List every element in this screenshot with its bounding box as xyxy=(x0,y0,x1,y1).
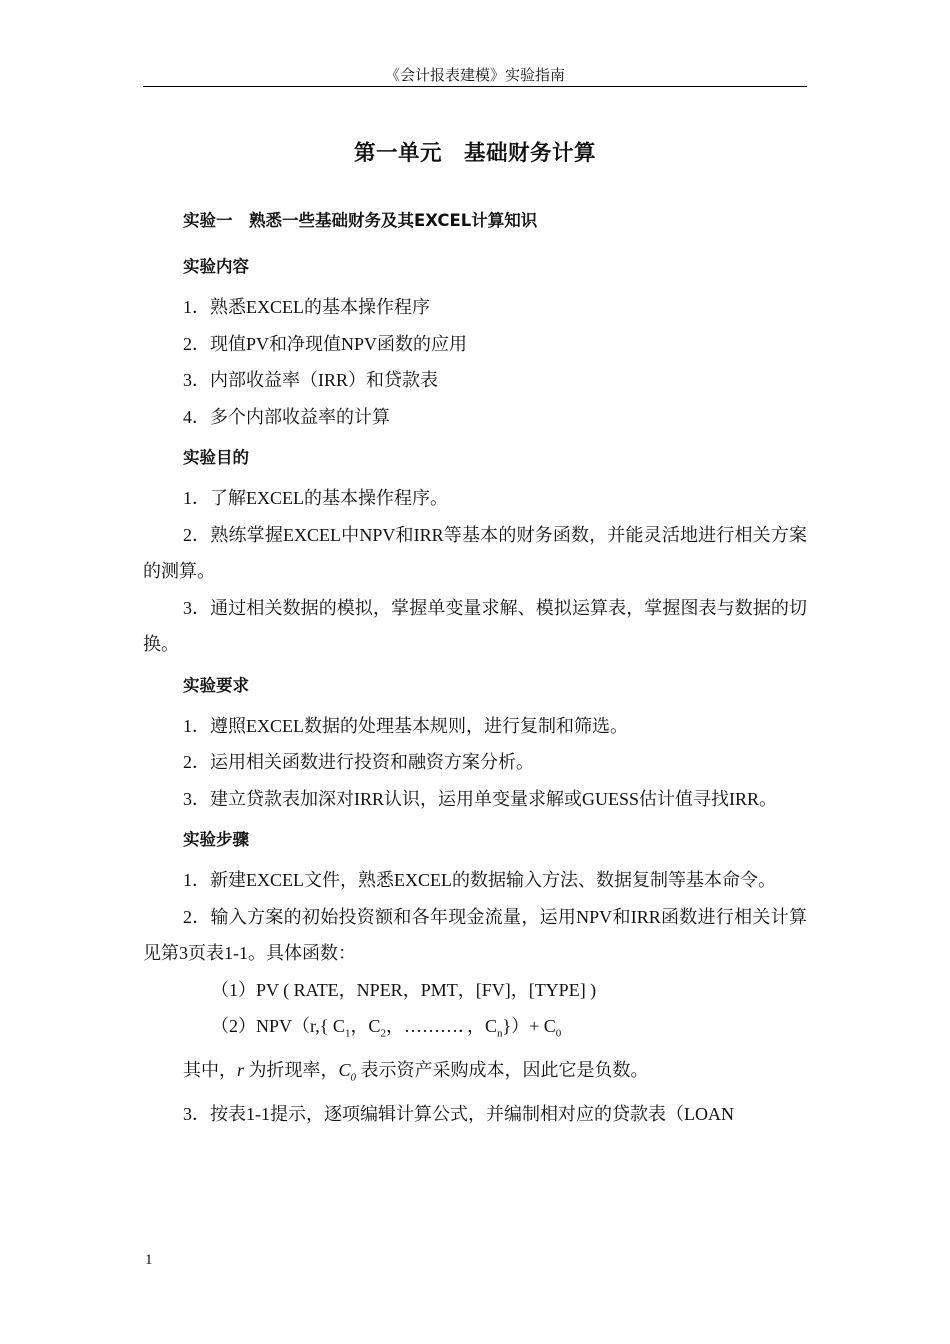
list-item: 3．通过相关数据的模拟，掌握单变量求解、模拟运算表，掌握图表与数据的切换。 xyxy=(143,597,807,654)
list-item: 3．按表1-1提示，逐项编辑计算公式，并编制相对应的贷款表（LOAN xyxy=(183,1104,734,1125)
list-item: 2．运用相关函数进行投资和融资方案分析。 xyxy=(183,752,534,772)
list-item: 1．熟悉EXCEL的基本操作程序 xyxy=(183,297,430,317)
experiment-title: 实验一 熟悉一些基础财务及其EXCEL计算知识 xyxy=(183,211,538,230)
formula-npv: （2）NPV（r,{ $C_1$，$C_2$，………．，$C_n\})+ C_0$ xyxy=(211,1016,562,1040)
list-item: 1．遵照EXCEL数据的处理基本规则，进行复制和筛选。 xyxy=(183,715,628,736)
list-item: 2．熟练掌握EXCEL中NPV和IRR等基本的财务函数，并能灵活地进行相关方案的测算。 xyxy=(143,524,807,581)
unit-title: 第一单元 基础财务计算 xyxy=(353,141,596,166)
formula-pv: （1）PV ( RATE，NPER，PMT，[FV]，[TYPE] ) xyxy=(211,979,597,1000)
list-item: 3．建立贷款表加深对IRR认识，运用单变量求解或GUESS估计值寻找IRR。 xyxy=(183,788,778,809)
header-rule xyxy=(143,86,807,87)
section-heading-steps: 实验步骤 xyxy=(183,830,249,849)
list-item: 3．内部收益率（IRR）和贷款表 xyxy=(183,370,439,390)
list-item: 1．了解EXCEL的基本操作程序。 xyxy=(183,488,448,508)
section-heading-purpose: 实验目的 xyxy=(183,448,249,467)
formula-note: 其中，r 为折现率，$C_0$ 表示资产采购成本，因此它是负数。 xyxy=(183,1060,649,1084)
running-header: 《会计报表建模》实验指南 xyxy=(384,68,565,84)
section-heading-requirements: 实验要求 xyxy=(183,675,249,695)
list-item: 4．多个内部收益率的计算 xyxy=(183,406,390,427)
list-item: 1．新建EXCEL文件，熟悉EXCEL的数据输入方法、数据复制等基本命令。 xyxy=(183,870,776,890)
list-item: 2．输入方案的初始投资额和各年现金流量，运用NPV和IRR函数进行相关计算见第3页表1-1。具体函数： xyxy=(143,906,807,963)
page-number: 1 xyxy=(145,1252,153,1268)
section-heading-content: 实验内容 xyxy=(183,257,249,276)
page-body xyxy=(143,205,807,1133)
list-item: 2．现值PV和净现值NPV函数的应用 xyxy=(183,333,468,354)
